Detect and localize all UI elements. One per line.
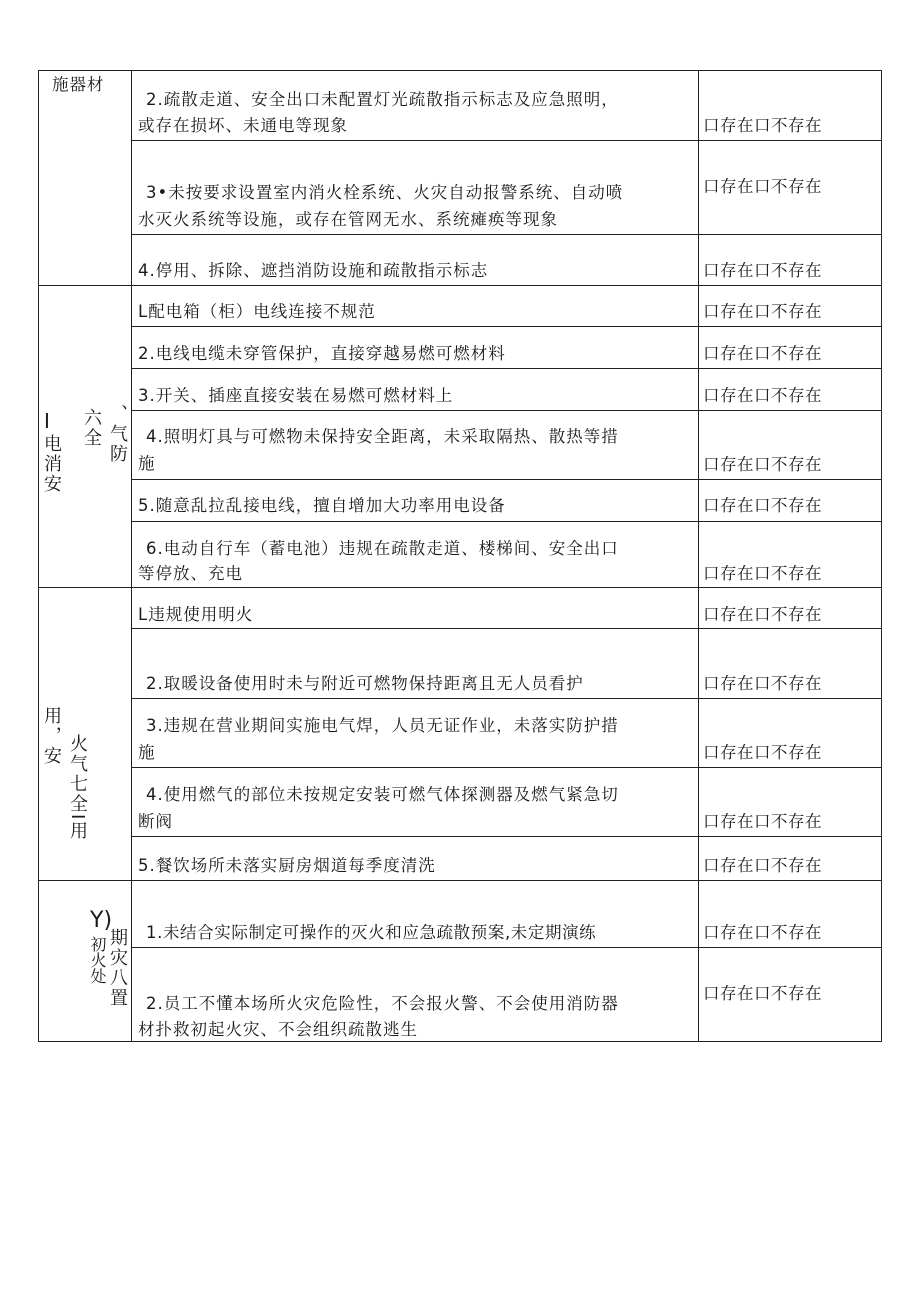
item-text: 2.员工不懂本场所火灾危险性，不会报火警、不会使用消防器 xyxy=(146,994,619,1013)
item-text: 3•未按要求设置室内消火栓系统、火灾自动报警系统、自动喷 xyxy=(146,183,624,202)
row-divider xyxy=(131,479,882,480)
status-checkbox-group[interactable]: 口存在口不存在 xyxy=(703,344,822,363)
status-checkbox-group[interactable]: 口存在口不存在 xyxy=(703,674,822,693)
item-text: 或存在损坏、未通电等现象 xyxy=(138,116,348,135)
column-divider-status xyxy=(698,70,699,1042)
status-checkbox-group[interactable]: 口存在口不存在 xyxy=(703,984,822,1003)
item-text: 施 xyxy=(138,454,156,473)
item-text: 断阀 xyxy=(138,812,173,831)
category-divider xyxy=(38,880,882,881)
status-checkbox-group[interactable]: 口存在口不存在 xyxy=(703,455,822,474)
row-divider xyxy=(131,836,882,837)
row-divider xyxy=(131,140,882,141)
status-checkbox-group[interactable]: 口存在口不存在 xyxy=(703,923,822,942)
item-text: 等停放、充电 xyxy=(138,564,243,583)
item-text: 材扑救初起火灾、不会组织疏散逃生 xyxy=(138,1020,418,1039)
category-initial-fire-fragment: Y) xyxy=(90,908,113,933)
item-text: 2.取暖设备使用时未与附近可燃物保持距离且无人员看护 xyxy=(146,674,584,693)
status-checkbox-group[interactable]: 口存在口不存在 xyxy=(703,177,822,196)
row-divider xyxy=(131,521,882,522)
status-checkbox-group[interactable]: 口存在口不存在 xyxy=(703,812,822,831)
category-electric-fragment: I xyxy=(44,409,50,433)
table-border-left xyxy=(38,70,39,1042)
status-checkbox-group[interactable]: 口存在口不存在 xyxy=(703,261,822,280)
row-divider xyxy=(131,234,882,235)
item-text: L配电箱（柜）电线连接不规范 xyxy=(138,302,376,321)
category-facilities-label: 施器材 xyxy=(52,75,105,94)
row-divider xyxy=(131,368,882,369)
category-electric-fragment: 六全 xyxy=(81,408,102,448)
status-checkbox-group[interactable]: 口存在口不存在 xyxy=(703,564,822,583)
item-text: 1.未结合实际制定可操作的灭火和应急疏散预案,未定期演练 xyxy=(146,923,597,942)
category-electric-fragment: 、气防 xyxy=(107,404,128,464)
item-text: 4.照明灯具与可燃物未保持安全距离，未采取隔热、散热等措 xyxy=(146,427,619,446)
row-divider xyxy=(131,698,882,699)
column-divider-category xyxy=(131,70,132,1042)
item-text: 5.餐饮场所未落实厨房烟道每季度清洗 xyxy=(138,856,436,875)
item-text: 水灭火系统等设施，或存在管网无水、系统瘫痪等现象 xyxy=(138,210,558,229)
category-divider xyxy=(38,285,882,286)
item-text: L违规使用明火 xyxy=(138,605,254,624)
status-checkbox-group[interactable]: 口存在口不存在 xyxy=(703,605,822,624)
item-text: 3.违规在营业期间实施电气焊，人员无证作业，未落实防护措 xyxy=(146,716,619,735)
item-text: 2.疏散走道、安全出口未配置灯光疏散指示标志及应急照明， xyxy=(146,90,619,109)
item-text: 施 xyxy=(138,743,156,762)
category-divider xyxy=(38,587,882,588)
status-checkbox-group[interactable]: 口存在口不存在 xyxy=(703,386,822,405)
table-border-right xyxy=(881,70,882,1042)
category-initial-fire-label: 初火处 xyxy=(88,936,107,984)
row-divider xyxy=(131,326,882,327)
status-checkbox-group[interactable]: 口存在口不存在 xyxy=(703,496,822,515)
item-text: 4.停用、拆除、遮挡消防设施和疏散指示标志 xyxy=(138,261,489,280)
status-checkbox-group[interactable]: 口存在口不存在 xyxy=(703,856,822,875)
item-text: 6.电动自行车（蓄电池）违规在疏散走道、楼梯间、安全出口 xyxy=(146,539,619,558)
item-text: 4.使用燃气的部位未按规定安装可燃气体探测器及燃气紧急切 xyxy=(146,785,619,804)
row-divider xyxy=(131,947,882,948)
category-fire-gas-fragment: 用，安 xyxy=(41,706,62,766)
category-electric-label: 电消安 xyxy=(41,434,62,494)
item-text: 3.开关、插座直接安装在易燃可燃材料上 xyxy=(138,386,454,405)
item-text: 2.电线电缆未穿管保护，直接穿越易燃可燃材料 xyxy=(138,344,506,363)
inspection-table xyxy=(38,70,882,1042)
category-initial-fire-fragment: 期灾八置 xyxy=(107,928,128,1008)
status-checkbox-group[interactable]: 口存在口不存在 xyxy=(703,743,822,762)
category-fire-gas-label: 火气七全I用 xyxy=(67,734,88,842)
row-divider xyxy=(131,628,882,629)
item-text: 5.随意乱拉乱接电线，擅自增加大功率用电设备 xyxy=(138,496,506,515)
row-divider xyxy=(131,767,882,768)
row-divider xyxy=(131,410,882,411)
status-checkbox-group[interactable]: 口存在口不存在 xyxy=(703,116,822,135)
status-checkbox-group[interactable]: 口存在口不存在 xyxy=(703,302,822,321)
table-border-top xyxy=(38,70,882,71)
